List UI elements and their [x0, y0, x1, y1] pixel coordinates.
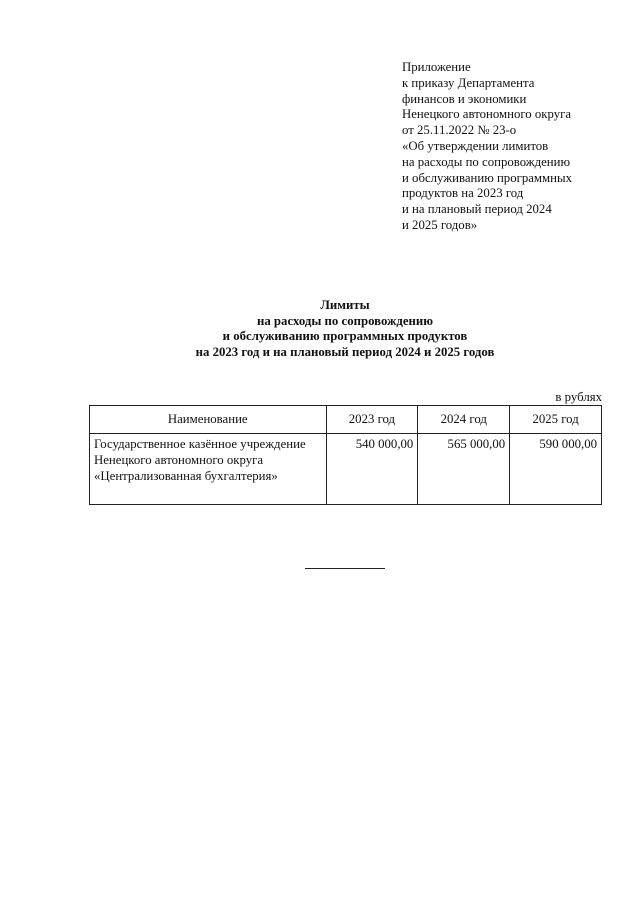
footer-divider [305, 568, 385, 569]
cell-institution-name: Государственное казённое учреждение Ненецкого автономного округа «Централизованная бухгалтерия» [90, 434, 327, 505]
appendix-block [402, 60, 632, 234]
header-2025: 2025 год [510, 406, 602, 434]
appendix-line: и обслуживанию программных [402, 170, 572, 185]
cell-2024-amount: 565 000,00 [418, 434, 510, 505]
limits-table [89, 405, 602, 505]
header-2024: 2024 год [418, 406, 510, 434]
appendix-line: на расходы по сопровождению [402, 154, 571, 169]
title-line: Лимиты [320, 298, 370, 312]
title-line: и обслуживанию программных продуктов [222, 329, 468, 343]
appendix-line: и на плановый период 2024 [402, 202, 552, 217]
appendix-line: «Об утверждении лимитов [402, 138, 549, 153]
appendix-line: продуктов на 2023 год [402, 186, 524, 201]
appendix-line: Ненецкого автономного округа [402, 107, 572, 122]
appendix-line: к приказу Департамента [402, 75, 535, 90]
title-line: на расходы по сопровождению [256, 313, 434, 328]
appendix-line: финансов и экономики [402, 91, 527, 106]
appendix-line: и 2025 годов» [402, 217, 478, 232]
units-label: в рублях [555, 390, 602, 404]
document-title [90, 298, 600, 360]
table-header-row [90, 406, 602, 434]
header-2023: 2023 год [326, 406, 418, 434]
appendix-line: Приложение [402, 60, 471, 74]
title-line: на 2023 год и на плановый период 2024 и 2025 годов [195, 344, 495, 359]
cell-2023-amount: 540 000,00 [326, 434, 418, 505]
cell-2025-amount: 590 000,00 [510, 434, 602, 505]
header-name: Наименование [90, 406, 327, 434]
appendix-line: от 25.11.2022 № 23-о [402, 123, 517, 138]
table-row [90, 434, 602, 505]
